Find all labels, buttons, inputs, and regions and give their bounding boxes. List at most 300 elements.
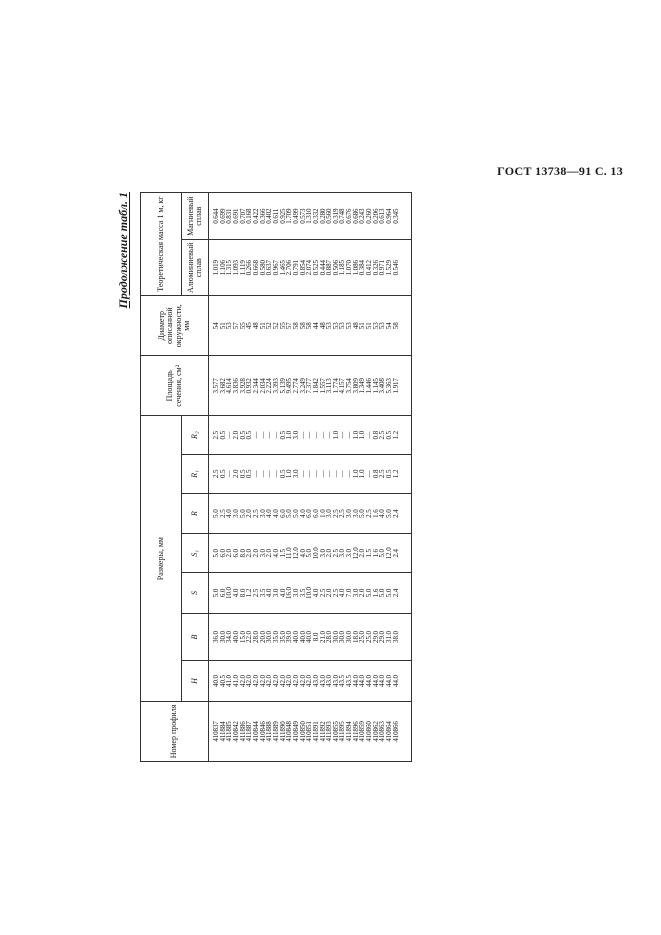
cell-value: 2.4 bbox=[391, 509, 400, 518]
cell-value: 1.145 bbox=[371, 378, 380, 394]
cell-value: 44.0 bbox=[385, 675, 394, 687]
col-r1 bbox=[209, 455, 412, 494]
cell-value: 2.0 bbox=[245, 509, 254, 518]
cell-value: 411889 bbox=[271, 721, 280, 742]
cell-value: 2.4 bbox=[391, 588, 400, 598]
cell-value: 2.5 bbox=[218, 509, 227, 518]
cell-value: 4.0 bbox=[265, 588, 274, 598]
cell-value: — bbox=[265, 470, 274, 478]
cell-value: 3.0 bbox=[351, 509, 360, 518]
cell-value: 4.0 bbox=[298, 549, 307, 558]
cell-value: 5.0 bbox=[212, 549, 220, 558]
cell-value: 1.0 bbox=[351, 430, 360, 440]
cell-value: 410837 bbox=[212, 721, 220, 742]
cell-value: 18.0 bbox=[351, 631, 360, 643]
cell-value: 3.0 bbox=[345, 509, 354, 518]
cell-value: 410850 bbox=[298, 721, 307, 742]
cell-value: 5.0 bbox=[212, 509, 220, 518]
cell-value: 410859 bbox=[358, 721, 367, 742]
cell-value: 3.0 bbox=[231, 509, 240, 518]
cell-value: 51 bbox=[258, 322, 267, 330]
cell-value: — bbox=[365, 431, 374, 439]
cell-value: 0.676 bbox=[345, 208, 354, 224]
cell-value: 53 bbox=[378, 322, 387, 330]
cell-value: 5.0 bbox=[212, 588, 220, 598]
cell-value: 34.0 bbox=[225, 631, 234, 643]
cell-value: 54 bbox=[212, 322, 220, 330]
cell-value: 2.0 bbox=[231, 430, 240, 440]
cell-value: 42.0 bbox=[305, 675, 314, 687]
cell-value: 411888 bbox=[265, 721, 274, 742]
cell-value: 40.5 bbox=[218, 675, 227, 687]
cell-value: — bbox=[325, 470, 334, 478]
cell-value: 5.0 bbox=[305, 549, 314, 558]
cell-value: — bbox=[325, 431, 334, 439]
cell-value: 54 bbox=[385, 322, 394, 330]
col-mg bbox=[209, 193, 412, 240]
cell-value: 2.5 bbox=[251, 588, 260, 598]
col-area bbox=[209, 356, 412, 416]
cell-value: 31.0 bbox=[385, 631, 394, 643]
cell-value: — bbox=[225, 470, 234, 478]
cell-value: 0.168 bbox=[245, 208, 254, 224]
cell-value: 0.206 bbox=[371, 208, 380, 224]
cell-value: 410864 bbox=[385, 721, 394, 742]
cell-value: 5.0 bbox=[291, 509, 300, 518]
cell-value: 52 bbox=[271, 322, 280, 330]
cell-value: 10.0 bbox=[225, 587, 234, 599]
cell-value: — bbox=[345, 470, 354, 478]
cell-value: 0.580 bbox=[258, 260, 267, 276]
header-r1: R₁ bbox=[182, 455, 209, 494]
cell-value: 42.0 bbox=[245, 675, 254, 687]
cell-value: 57 bbox=[285, 322, 294, 330]
cell-value: 29.0 bbox=[378, 631, 387, 643]
cell-value: 0.499 bbox=[291, 208, 300, 224]
header-h: H bbox=[182, 661, 209, 702]
cell-value: 40.0 bbox=[212, 675, 220, 687]
cell-value: — bbox=[318, 431, 327, 439]
cell-value: 3.113 bbox=[325, 378, 334, 394]
cell-value: 0.402 bbox=[265, 208, 274, 224]
cell-value: 0.5 bbox=[238, 469, 247, 479]
cell-value: 1.0 bbox=[285, 430, 294, 440]
cell-value: 0.5 bbox=[278, 469, 287, 479]
cell-value: 42.0 bbox=[291, 675, 300, 687]
cell-value: 2.5 bbox=[331, 588, 340, 598]
cell-value: 0.422 bbox=[251, 208, 260, 224]
cell-value: 411893 bbox=[325, 721, 334, 742]
cell-value: 2.4 bbox=[391, 549, 400, 558]
cell-value: 0.748 bbox=[338, 208, 347, 224]
cell-value: 0.637 bbox=[265, 260, 274, 276]
cell-value: 8.0 bbox=[311, 632, 320, 642]
cell-value: 0.260 bbox=[365, 208, 374, 224]
cell-value: 0.644 bbox=[212, 208, 220, 224]
cell-value: 2.0 bbox=[265, 549, 274, 558]
col-h bbox=[209, 661, 412, 702]
cell-value: — bbox=[345, 431, 354, 439]
cell-value: 0.444 bbox=[318, 260, 327, 276]
cell-value: 2.5 bbox=[251, 509, 260, 518]
cell-value: 0.686 bbox=[351, 208, 360, 224]
header-dimensions: Размеры, мм bbox=[141, 416, 182, 702]
cell-value: 0.613 bbox=[378, 208, 387, 224]
cell-value: — bbox=[298, 431, 307, 439]
cell-value: 6.0 bbox=[231, 549, 240, 558]
cell-value: 410862 bbox=[371, 721, 380, 742]
cell-value: 3.0 bbox=[271, 588, 280, 598]
cell-value: 30.0 bbox=[218, 631, 227, 643]
cell-value: 1.310 bbox=[305, 208, 314, 224]
cell-value: 2.0 bbox=[325, 588, 334, 598]
cell-value: 43.5 bbox=[338, 675, 347, 687]
cell-value: 411891 bbox=[311, 721, 320, 742]
cell-value: 48 bbox=[351, 322, 360, 330]
cell-value: 42.0 bbox=[278, 675, 287, 687]
cell-value: 2.0 bbox=[358, 549, 367, 558]
cell-value: — bbox=[318, 470, 327, 478]
cell-value: 410863 bbox=[378, 721, 387, 742]
cell-value: 0.332 bbox=[311, 208, 320, 224]
cell-value: — bbox=[251, 470, 260, 478]
cell-value: 2.5 bbox=[331, 509, 340, 518]
col-b bbox=[209, 613, 412, 660]
cell-value: 30.0 bbox=[331, 631, 340, 643]
cell-value: 43.0 bbox=[318, 675, 327, 687]
cell-value: 0.5 bbox=[218, 469, 227, 479]
cell-value: 8.0 bbox=[238, 549, 247, 558]
col-profile-number bbox=[209, 701, 412, 761]
col-diameter bbox=[209, 296, 412, 356]
cell-value: 3.0 bbox=[291, 469, 300, 479]
cell-value: 4.0 bbox=[298, 509, 307, 518]
header-profile-number: Номер профиля bbox=[141, 701, 209, 761]
cell-value: 0.326 bbox=[371, 260, 380, 276]
cell-value: 0.8 bbox=[371, 430, 380, 440]
cell-value: 5.0 bbox=[358, 509, 367, 518]
cell-value: 42.0 bbox=[265, 675, 274, 687]
cell-value: 48 bbox=[251, 322, 260, 330]
cell-value: 2.074 bbox=[305, 260, 314, 276]
cell-value: 1.086 bbox=[351, 260, 360, 276]
cell-value: 44.0 bbox=[378, 675, 387, 687]
cell-value: 1.2 bbox=[391, 430, 400, 440]
cell-value: 2.0 bbox=[358, 588, 367, 598]
cell-value: 410848 bbox=[285, 721, 294, 742]
cell-value: 0.546 bbox=[391, 260, 400, 276]
cell-value: 2.0 bbox=[251, 549, 260, 558]
cell-value: 3.0 bbox=[291, 430, 300, 440]
cell-value: 3.0 bbox=[318, 549, 327, 558]
profiles-table bbox=[140, 192, 412, 762]
cell-value: 1.0 bbox=[358, 430, 367, 440]
cell-value: 411884 bbox=[218, 721, 227, 742]
cell-value: 1.0 bbox=[351, 469, 360, 479]
cell-value: 5.0 bbox=[385, 509, 394, 518]
cell-value: 0.573 bbox=[298, 208, 307, 224]
cell-value: 3.0 bbox=[325, 509, 334, 518]
cell-value: 3.5 bbox=[298, 588, 307, 598]
cell-value: 8.0 bbox=[238, 588, 247, 598]
cell-value: 28.0 bbox=[325, 631, 334, 643]
cell-value: 0.925 bbox=[278, 208, 287, 224]
cell-value: 2.5 bbox=[331, 549, 340, 558]
cell-value: 3.0 bbox=[351, 588, 360, 598]
header-mass: Теоретическая масса 1 м, кг bbox=[141, 193, 182, 296]
cell-value: 4.614 bbox=[225, 378, 234, 394]
cell-value: 40.0 bbox=[291, 631, 300, 643]
cell-value: 3.836 bbox=[231, 378, 240, 394]
cell-value: 16.0 bbox=[285, 587, 294, 599]
cell-value: 5.0 bbox=[378, 549, 387, 558]
cell-value: — bbox=[338, 431, 347, 439]
cell-value: 20.0 bbox=[258, 631, 267, 643]
cell-value: 2.224 bbox=[265, 378, 274, 394]
cell-value: 411895 bbox=[338, 721, 347, 742]
cell-value: 44.0 bbox=[365, 675, 374, 687]
cell-value: 6.0 bbox=[278, 509, 287, 518]
cell-value: 53 bbox=[331, 322, 340, 330]
cell-value: 3.809 bbox=[351, 378, 360, 394]
cell-value: 10.0 bbox=[311, 547, 320, 560]
cell-value: 21.0 bbox=[318, 631, 327, 643]
cell-value: — bbox=[298, 470, 307, 478]
cell-value: — bbox=[271, 431, 280, 439]
cell-value: 42.0 bbox=[251, 675, 260, 687]
cell-value: 28.0 bbox=[251, 631, 260, 643]
cell-value: 0.345 bbox=[391, 208, 400, 224]
cell-value: 1.774 bbox=[331, 378, 340, 394]
cell-value: 1.842 bbox=[311, 378, 320, 394]
rotated-table-block bbox=[116, 192, 412, 762]
cell-value: 7.377 bbox=[305, 378, 314, 394]
cell-value: 4.0 bbox=[271, 549, 280, 558]
cell-value: 411896 bbox=[351, 721, 360, 742]
cell-value: 1.557 bbox=[318, 378, 327, 394]
col-al bbox=[209, 240, 412, 296]
cell-value: 58 bbox=[298, 322, 307, 330]
cell-value: 22.0 bbox=[245, 631, 254, 643]
header-mg-alloy: Магниевый сплав bbox=[182, 193, 209, 240]
cell-value: — bbox=[265, 431, 274, 439]
cell-value: 4.0 bbox=[311, 588, 320, 598]
cell-value: 0.319 bbox=[331, 208, 340, 224]
cell-value: 0.831 bbox=[225, 208, 234, 224]
cell-value: — bbox=[311, 431, 320, 439]
cell-value: 3.0 bbox=[258, 509, 267, 518]
cell-value: 1.2 bbox=[391, 469, 400, 479]
cell-value: 6.0 bbox=[218, 549, 227, 558]
cell-value: 5.139 bbox=[278, 378, 287, 394]
cell-value: 0.525 bbox=[311, 260, 320, 276]
cell-value: 2.5 bbox=[378, 430, 387, 440]
cell-value: 411892 bbox=[318, 721, 327, 742]
cell-value: 410849 bbox=[291, 721, 300, 742]
cell-value: — bbox=[365, 470, 374, 478]
cell-value: 0.5 bbox=[278, 430, 287, 440]
cell-value: 42.0 bbox=[238, 675, 247, 687]
cell-value: 1.2 bbox=[245, 588, 254, 598]
cell-value: — bbox=[258, 470, 267, 478]
header-diameter: Диаметр описанной окружности, мм bbox=[141, 296, 209, 356]
cell-value: 0.5 bbox=[245, 430, 254, 440]
cell-value: 30.0 bbox=[265, 631, 274, 643]
cell-value: 39.0 bbox=[285, 631, 294, 643]
cell-value: 3.0 bbox=[345, 549, 354, 558]
cell-value: 35.0 bbox=[271, 631, 280, 643]
cell-value: 35.0 bbox=[278, 631, 287, 643]
cell-value: — bbox=[311, 470, 320, 478]
col-r2 bbox=[209, 416, 412, 455]
cell-value: 3.249 bbox=[298, 378, 307, 394]
cell-value: 1.709 bbox=[285, 208, 294, 224]
cell-value: 1.0 bbox=[331, 430, 340, 440]
cell-value: 12.0 bbox=[351, 547, 360, 560]
cell-value: 0.668 bbox=[251, 260, 260, 276]
cell-value: 0.8 bbox=[371, 469, 380, 479]
cell-value: 38.0 bbox=[391, 631, 400, 643]
cell-value: 58 bbox=[291, 322, 300, 330]
continuation-title: Продолжение табл. 1 bbox=[116, 192, 130, 309]
cell-value: 2.774 bbox=[291, 378, 300, 394]
cell-value: 51 bbox=[365, 322, 374, 330]
cell-value: 0.366 bbox=[258, 208, 267, 224]
cell-value: 3.577 bbox=[212, 378, 220, 394]
col-r bbox=[209, 493, 412, 534]
cell-value: 3.928 bbox=[238, 378, 247, 394]
cell-value: 4.0 bbox=[231, 588, 240, 598]
cell-value: 7.0 bbox=[345, 588, 354, 598]
cell-value: 43.0 bbox=[311, 675, 320, 687]
cell-value: — bbox=[225, 431, 234, 439]
cell-value: 3.0 bbox=[338, 549, 347, 558]
cell-value: 0.932 bbox=[245, 378, 254, 394]
cell-value: 0.699 bbox=[218, 208, 227, 224]
cell-value: 3.5 bbox=[258, 588, 267, 598]
cell-value: 53 bbox=[338, 322, 347, 330]
cell-value: 1.0 bbox=[318, 509, 327, 518]
cell-value: 25.0 bbox=[358, 631, 367, 643]
cell-value: 42.0 bbox=[271, 675, 280, 687]
cell-value: — bbox=[305, 470, 314, 478]
cell-value: 53 bbox=[371, 322, 380, 330]
cell-value: 2.344 bbox=[251, 378, 260, 394]
cell-value: 3.0 bbox=[258, 549, 267, 558]
cell-value: 0.506 bbox=[331, 260, 340, 276]
cell-value: 5.0 bbox=[378, 588, 387, 598]
cell-value: 44.0 bbox=[371, 675, 380, 687]
cell-value: 5.0 bbox=[365, 588, 374, 598]
cell-value: 1.465 bbox=[278, 260, 287, 276]
cell-value: 48 bbox=[318, 322, 327, 330]
cell-value: 0.887 bbox=[325, 260, 334, 276]
cell-value: 0.964 bbox=[385, 208, 394, 224]
cell-value: 11.0 bbox=[285, 547, 294, 560]
cell-value: 410851 bbox=[305, 721, 314, 742]
cell-value: 12.0 bbox=[385, 547, 394, 560]
cell-value: 51 bbox=[218, 322, 227, 330]
cell-value: 6.0 bbox=[305, 509, 314, 518]
cell-value: 43.0 bbox=[325, 675, 334, 687]
cell-value: 1.019 bbox=[212, 260, 220, 276]
cell-value: 1.0 bbox=[285, 469, 294, 479]
cell-value: 1.070 bbox=[345, 260, 354, 276]
cell-value: 410846 bbox=[258, 721, 267, 742]
cell-value: 40.0 bbox=[231, 631, 240, 643]
cell-value: 4.0 bbox=[225, 509, 234, 518]
header-area: Площадь сечения, см² bbox=[141, 356, 209, 416]
cell-value: 2.034 bbox=[258, 378, 267, 394]
cell-value: 410842 bbox=[231, 721, 240, 742]
cell-value: 1.185 bbox=[338, 260, 347, 276]
cell-value: 2.5 bbox=[212, 469, 220, 479]
cell-value: 44.0 bbox=[358, 675, 367, 687]
cell-value: 5.0 bbox=[285, 509, 294, 518]
cell-value: 1.0 bbox=[358, 469, 367, 479]
cell-value: 25.0 bbox=[365, 631, 374, 643]
cell-value: — bbox=[258, 431, 267, 439]
cell-value: 2.5 bbox=[365, 509, 374, 518]
cell-value: 1.446 bbox=[365, 378, 374, 394]
cell-value: — bbox=[305, 431, 314, 439]
cell-value: 2.5 bbox=[318, 588, 327, 598]
cell-value: 10.0 bbox=[305, 587, 314, 599]
cell-value: 0.791 bbox=[291, 260, 300, 276]
cell-value: 1.5 bbox=[278, 549, 287, 558]
cell-value: 53 bbox=[345, 322, 354, 330]
header-al-alloy: Алюминиевый сплав bbox=[182, 240, 209, 296]
cell-value: 55 bbox=[238, 322, 247, 330]
cell-value: 1.119 bbox=[238, 260, 247, 276]
cell-value: 0.5 bbox=[218, 430, 227, 440]
cell-value: 0.5 bbox=[238, 430, 247, 440]
cell-value: 9.495 bbox=[285, 378, 294, 394]
cell-value: — bbox=[271, 470, 280, 478]
cell-value: 411894 bbox=[345, 721, 354, 742]
cell-value: 44.0 bbox=[351, 675, 360, 687]
cell-value: 0.5 bbox=[245, 469, 254, 479]
cell-value: 4.0 bbox=[271, 509, 280, 518]
cell-value: 12.0 bbox=[291, 547, 300, 560]
cell-value: 1.106 bbox=[218, 260, 227, 276]
col-s1 bbox=[209, 534, 412, 573]
cell-value: 1.6 bbox=[371, 549, 380, 558]
cell-value: 53 bbox=[225, 322, 234, 330]
cell-value: 0.611 bbox=[271, 208, 280, 224]
cell-value: 41.0 bbox=[231, 675, 240, 687]
cell-value: 1.6 bbox=[371, 588, 380, 598]
header-s1: S₁ bbox=[182, 534, 209, 573]
cell-value: 3.408 bbox=[378, 378, 387, 394]
cell-value: 5.0 bbox=[385, 588, 394, 598]
cell-value: 6.0 bbox=[311, 509, 320, 518]
cell-value: 0.560 bbox=[325, 208, 334, 224]
cell-value: 2.0 bbox=[225, 549, 234, 558]
col-s bbox=[209, 573, 412, 614]
cell-value: 44.0 bbox=[391, 675, 400, 687]
cell-value: — bbox=[338, 470, 347, 478]
table-body-row bbox=[209, 193, 412, 762]
cell-value: 1.093 bbox=[231, 260, 240, 276]
cell-value: 0.967 bbox=[271, 260, 280, 276]
cell-value: 4.0 bbox=[265, 509, 274, 518]
cell-value: 0.691 bbox=[231, 208, 240, 224]
cell-value: 3.682 bbox=[218, 378, 227, 394]
cell-value: 2.5 bbox=[338, 509, 347, 518]
cell-value: — bbox=[251, 431, 260, 439]
cell-value: 411885 bbox=[225, 721, 234, 742]
